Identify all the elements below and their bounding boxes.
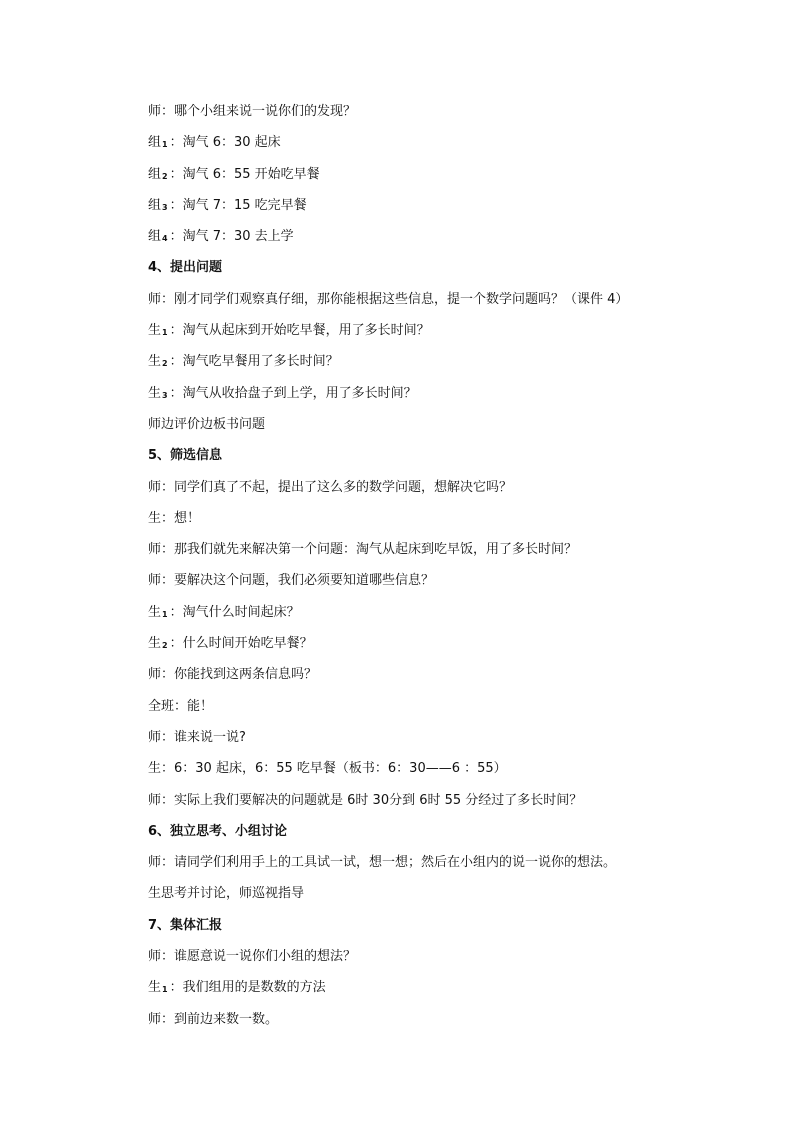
heading-text: 6、独立思考、小组讨论 <box>148 823 288 839</box>
speaker: 师： <box>148 667 175 683</box>
speaker-subscript: 3 <box>162 390 168 400</box>
dialogue-line <box>148 319 708 350</box>
speaker: 生 <box>148 980 162 996</box>
speaker: 生： <box>148 510 175 526</box>
speaker-subscript: 3 <box>162 202 168 212</box>
speaker-subscript: 1 <box>162 609 168 619</box>
line-text: 那我们就先来解决第一个问题：淘气从起床到吃早饭，用了多长时间？ <box>174 542 578 558</box>
dialogue-line <box>148 789 708 820</box>
dialogue-line <box>148 194 708 225</box>
dialogue-line <box>148 382 708 413</box>
heading-text: 5、筛选信息 <box>148 448 223 464</box>
dialogue-line <box>148 945 708 976</box>
heading-text: 7、集体汇报 <box>148 917 223 933</box>
speaker: 生 <box>148 604 162 620</box>
speaker: 师： <box>148 949 175 965</box>
line-text: ：我们组用的是数数的方法 <box>169 980 326 996</box>
line-text: 师边评价边板书问题 <box>148 416 266 432</box>
speaker: 师： <box>148 104 175 119</box>
dialogue-line <box>148 131 708 162</box>
heading-text: 4、提出问题 <box>148 260 223 276</box>
speaker: 组 <box>148 229 162 245</box>
speaker-subscript: 4 <box>162 234 168 244</box>
line-text: 能！ <box>187 698 214 714</box>
dialogue-line <box>148 695 708 726</box>
section-heading <box>148 914 708 945</box>
speaker: 师： <box>148 729 175 745</box>
line-text: 谁愿意说一说你们小组的想法？ <box>174 949 357 965</box>
speaker: 组 <box>148 166 162 182</box>
speaker: 生 <box>148 354 162 370</box>
line-text: ：淘气 7：15 吃完早餐 <box>169 197 307 213</box>
section-heading <box>148 820 708 851</box>
speaker: 组 <box>148 135 162 151</box>
speaker: 生： <box>148 761 175 777</box>
dialogue-line <box>148 569 708 600</box>
line-text: 想！ <box>174 510 201 526</box>
dialogue-line <box>148 225 708 256</box>
speaker: 师： <box>148 1011 175 1027</box>
dialogue-line <box>148 288 708 319</box>
speaker-subscript: 2 <box>162 171 168 181</box>
line-text: ：淘气什么时间起床？ <box>169 604 300 620</box>
line-text: 6：30 起床，6：55 吃早餐（板书：6：30——6 ：55） <box>174 761 507 777</box>
dialogue-line <box>148 1008 708 1039</box>
line-text: 请同学们利用手上的工具试一试，想一想；然后在小组内的说一说你的想法。 <box>174 855 617 871</box>
speaker: 生 <box>148 385 162 401</box>
dialogue-line <box>148 726 708 757</box>
dialogue-line <box>148 757 708 788</box>
dialogue-line <box>148 538 708 569</box>
speaker-subscript: 1 <box>162 328 168 338</box>
dialogue-line <box>148 601 708 632</box>
speaker-subscript: 2 <box>162 359 168 369</box>
speaker: 师： <box>148 542 175 558</box>
dialogue-line <box>148 163 708 194</box>
line-text: ：什么时间开始吃早餐？ <box>169 636 313 652</box>
line-text: 谁来说一说? <box>174 729 246 745</box>
line-text: ：淘气吃早餐用了多长时间？ <box>169 354 339 370</box>
speaker: 师： <box>148 291 175 307</box>
line-text: ：淘气 7：30 去上学 <box>169 229 294 245</box>
dialogue-line <box>148 100 708 131</box>
line-text: 刚才同学们观察真仔细，那你能根据这些信息，提一个数学问题吗？（课件 4） <box>174 291 629 307</box>
line-text: 要解决这个问题，我们必须要知道哪些信息？ <box>174 573 435 589</box>
speaker: 全班： <box>148 698 188 714</box>
line-text: 到前边来数一数。 <box>174 1011 279 1027</box>
section-heading <box>148 256 708 287</box>
speaker-subscript: 1 <box>162 985 168 995</box>
narration-line <box>148 882 708 913</box>
speaker: 师： <box>148 479 175 495</box>
line-text: 同学们真了不起，提出了这么多的数学问题，想解决它吗？ <box>174 479 513 495</box>
document-body <box>148 100 708 1039</box>
line-text: 生思考并讨论，师巡视指导 <box>148 886 305 902</box>
speaker: 师： <box>148 855 175 871</box>
speaker-subscript: 1 <box>162 140 168 150</box>
dialogue-line <box>148 476 708 507</box>
line-text: 哪个小组来说一说你们的发现？ <box>174 104 357 119</box>
dialogue-line <box>148 350 708 381</box>
dialogue-line <box>148 851 708 882</box>
speaker: 生 <box>148 323 162 339</box>
dialogue-line <box>148 632 708 663</box>
line-text: ：淘气从起床到开始吃早餐，用了多长时间？ <box>169 323 430 339</box>
line-text: ：淘气 6：55 开始吃早餐 <box>169 166 320 182</box>
speaker: 组 <box>148 197 162 213</box>
line-text: 你能找到这两条信息吗？ <box>174 667 318 683</box>
speaker: 师： <box>148 573 175 589</box>
dialogue-line <box>148 976 708 1007</box>
speaker-subscript: 2 <box>162 641 168 651</box>
line-text: ：淘气从收拾盘子到上学，用了多长时间？ <box>169 385 417 401</box>
speaker: 生 <box>148 636 162 652</box>
speaker: 师： <box>148 792 175 808</box>
line-text: 实际上我们要解决的问题就是 6时 30分到 6时 55 分经过了多长时间？ <box>174 792 583 808</box>
dialogue-line <box>148 507 708 538</box>
line-text: ：淘气 6：30 起床 <box>169 135 281 151</box>
section-heading <box>148 444 708 475</box>
dialogue-line <box>148 663 708 694</box>
narration-line <box>148 413 708 444</box>
